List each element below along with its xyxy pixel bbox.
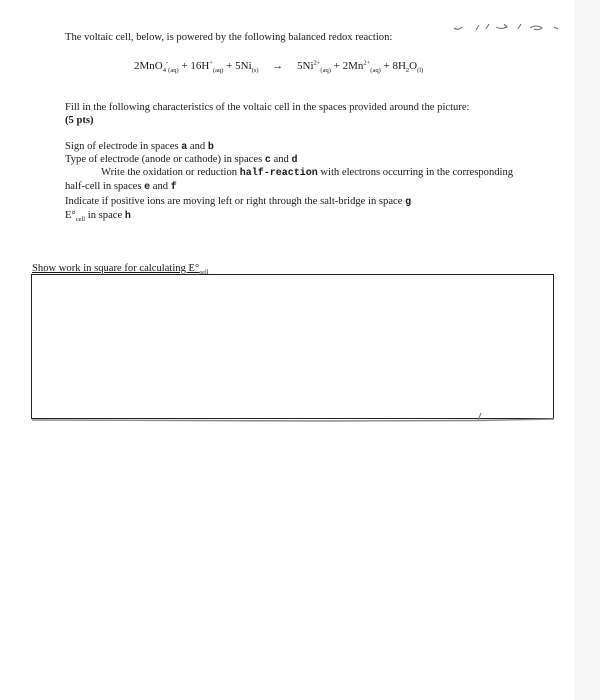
page-edge <box>574 0 600 700</box>
instruction-half-cell: half-cell in spaces e and f <box>65 181 177 193</box>
reaction-arrow: → <box>272 60 284 72</box>
work-box-label: Show work in square for calculating $E^\circ_{cell}$ <box>32 263 209 277</box>
fill-instruction: Fill in the following characteristics of the voltaic cell in the spaces provided around the picture: <box>65 102 470 113</box>
redox-equation: $2MnO_4^-_{(aq)} + 16H^+_{(aq)} + 5Ni_{(s)}$ → $5Ni^{2+}_{(aq)} + 2Mn^{2+}_{(aq)} + 8H_2O_{(l)}$ <box>134 59 424 75</box>
instruction-electrode-type: Type of electrode (anode or cathode) in spaces c and d <box>65 154 298 166</box>
eq-h2o: + 8H <box>380 60 406 72</box>
pen-stroke-line <box>30 410 560 430</box>
eq-h: + 16H <box>178 60 210 72</box>
work-answer-box[interactable] <box>31 274 554 419</box>
instruction-electrode-sign: Sign of electrode in spaces a and b <box>65 141 214 153</box>
eq-mn2: + 2Mn <box>330 60 364 72</box>
eq-ni2: 5Ni <box>297 60 314 72</box>
instruction-salt-bridge: Indicate if positive ions are moving left or right through the salt-bridge in space g <box>65 196 412 208</box>
handwritten-scribble <box>452 18 562 38</box>
instruction-half-reaction: Write the oxidation or reduction half-reaction with electrons occurring in the corresponding <box>101 167 514 179</box>
eq-ni: + 5Ni <box>223 60 252 72</box>
intro-text: The voltaic cell, below, is powered by the following balanced redox reaction: <box>65 32 393 43</box>
instruction-ecell: $E^\circ_{cell}$ in space h <box>65 210 131 224</box>
eq-mno4: 2MnO <box>134 60 163 72</box>
points-label: (5 pts) <box>65 115 94 126</box>
